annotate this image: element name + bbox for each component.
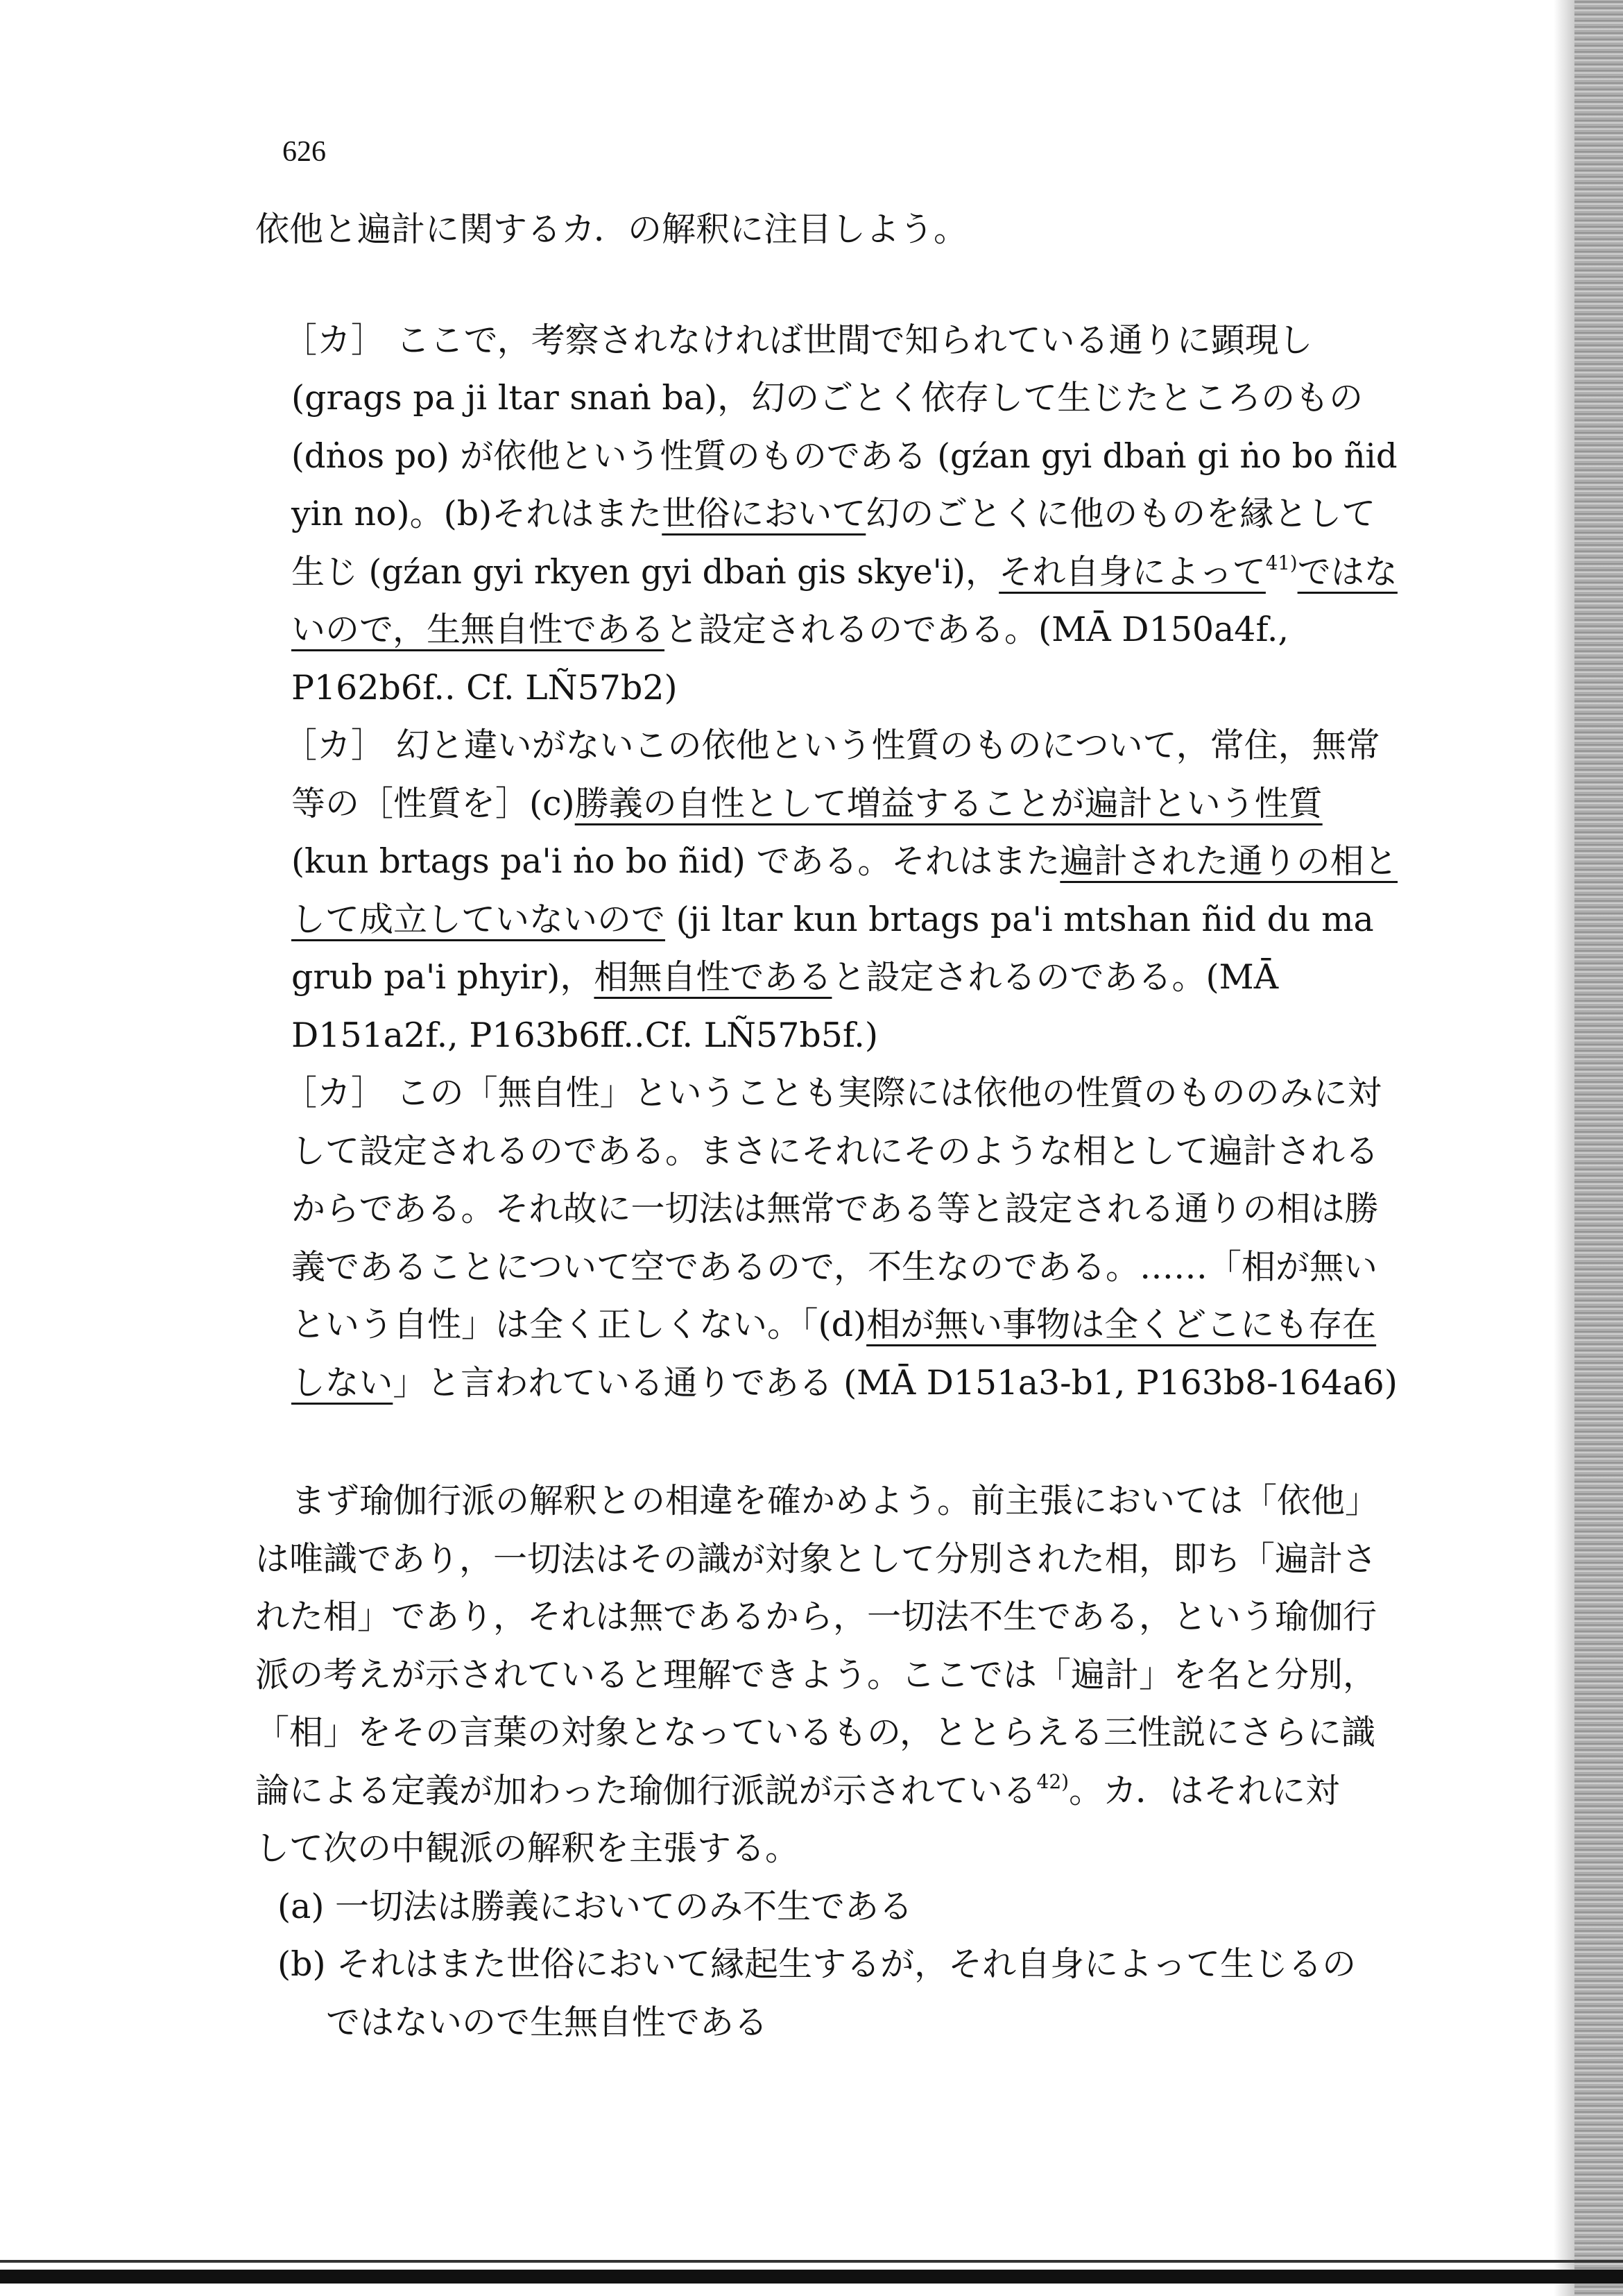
text-line-list-b2 <box>326 1996 768 2050</box>
text-segment: 」と言われている通りである (MĀ D151a3-b1, P163b8-164a6) <box>393 1363 1398 1403</box>
text-segment: 「相」をその言葉の対象となっているもの，ととらえる三性説にさらに識 <box>255 1713 1376 1752</box>
text-line-p2-5 <box>255 1706 1375 1760</box>
underlined-text: それ自身によって <box>999 552 1266 592</box>
footnote-ref: 42) <box>1036 1770 1070 1793</box>
text-line-q2-6 <box>291 1009 878 1063</box>
scan-bottom-line <box>0 2260 1623 2263</box>
text-line-q1-5 <box>291 545 1398 599</box>
text-segment: まず瑜伽行派の解釈との相違を確かめよう。前主張においては「依他」 <box>291 1481 1380 1520</box>
text-line-p2-7 <box>255 1822 799 1876</box>
text-line-q1-6 <box>291 603 1289 657</box>
text-segment: (b) それはまた世俗において縁起生するが，それ自身によって生じるの <box>277 1944 1357 1984</box>
text-segment: れた相」であり，それは無であるから，一切法不生である，という瑜伽行 <box>255 1597 1377 1636</box>
text-line-q2-5 <box>291 950 1278 1004</box>
text-segment: (kun brtags pa'i ṅo bo ñid) である。それはまた <box>291 841 1060 881</box>
text-segment: 派の考えが示されていると理解できよう。ここでは「遍計」を名と分別， <box>255 1655 1377 1695</box>
underlined-text: 世俗において <box>662 494 866 533</box>
text-line-q3-4 <box>291 1240 1377 1294</box>
text-line-q3-1 <box>283 1066 1382 1120</box>
underlined-text: して成立していないので <box>291 900 666 939</box>
text-segment: grub pa'i phyir)， <box>291 957 594 997</box>
text-segment: という自性」は全く正しくない。「(d) <box>291 1305 867 1344</box>
text-segment: (ji ltar kun brtags pa'i mtshan ñid du ma <box>665 900 1374 939</box>
text-segment: yin no)。(b)それはまた <box>291 494 662 533</box>
underlined-text: 相無自性である <box>594 957 832 997</box>
text-line-q1-7 <box>291 661 678 715</box>
text-line-p2-2 <box>255 1532 1377 1586</box>
text-line-q1-4 <box>291 487 1375 541</box>
text-segment: (grags pa ji ltar snaṅ ba)，幻のごとく依存して生じたところのもの <box>291 378 1364 418</box>
text-line-list-b1 <box>277 1937 1356 1991</box>
text-line-intro <box>255 203 968 257</box>
text-line-q3-6 <box>291 1356 1398 1410</box>
text-line-p2-1 <box>291 1474 1379 1528</box>
text-line-p2-4 <box>255 1648 1377 1702</box>
text-line-p2-6 <box>255 1764 1339 1818</box>
text-segment: と設定されるのである。(MĀ D150a4f., <box>664 610 1289 649</box>
underlined-text: 遍計された通りの相と <box>1060 841 1398 881</box>
text-segment: (dṅos po) が依他という性質のものである (gźan gyi dbaṅ gi ṅo bo ñid <box>291 436 1398 476</box>
text-line-q2-2 <box>291 777 1323 831</box>
text-segment: P162b6f.. Cf. LÑ57b2) <box>291 668 678 708</box>
text-segment: (a) 一切法は勝義においてのみ不生である <box>277 1887 913 1926</box>
text-segment: ではないので生無自性である <box>326 2003 768 2042</box>
text-segment: 等の［性質を］(c) <box>291 784 575 823</box>
text-segment: 依他と遍計に関するカ．の解釈に注目しよう。 <box>255 209 968 249</box>
text-segment: して設定されるのである。まさにそれにそのような相として遍計される <box>291 1131 1380 1171</box>
text-line-q1-2 <box>291 371 1363 425</box>
text-segment: は唯識であり，一切法はその識が対象として分別された相，即ち「遍計さ <box>255 1539 1377 1579</box>
text-line-q2-4 <box>291 893 1374 947</box>
text-segment: 義であることについて空であるので，不生なのである。……「相が無い <box>291 1247 1378 1287</box>
text-line-p2-3 <box>255 1590 1377 1644</box>
text-segment: ［カ］ 幻と違いがないこの依他という性質のものについて，常住，無常 <box>283 726 1380 765</box>
scan-shadow <box>1554 0 1574 2296</box>
text-line-q3-3 <box>291 1182 1379 1236</box>
text-segment: 。カ．はそれに対 <box>1069 1771 1340 1810</box>
underlined-text: 相が無い事物は全くどこにも存在 <box>866 1305 1377 1344</box>
underlined-text: ではな <box>1297 552 1398 592</box>
text-line-q2-1 <box>283 719 1380 773</box>
text-segment: D151a2f., P163b6ff..Cf. LÑ57b5f.) <box>291 1016 878 1055</box>
text-segment: 幻のごとくに他のものを縁として <box>866 494 1376 533</box>
text-segment: と設定されるのである。(MĀ <box>832 957 1279 997</box>
text-line-q1-3 <box>291 429 1398 483</box>
text-line-q3-2 <box>291 1124 1379 1179</box>
footnote-ref: 41) <box>1265 551 1298 574</box>
scan-bottom-border <box>0 2270 1623 2284</box>
text-segment: ［カ］ ここで，考察されなければ世間で知られている通りに顕現し <box>283 320 1313 360</box>
underlined-text: しない <box>291 1363 393 1403</box>
text-line-q2-3 <box>291 834 1398 889</box>
text-segment: ［カ］ この「無自性」ということも実際には依他の性質のもののみに対 <box>283 1073 1382 1113</box>
text-line-list-a <box>277 1880 913 1934</box>
text-segment: して次の中観派の解釈を主張する。 <box>255 1828 800 1868</box>
text-segment: 生じ (gźan gyi rkyen gyi dbaṅ gis skye'i)， <box>291 552 999 592</box>
text-segment: 論による定義が加わった瑜伽行派説が示されている <box>255 1771 1037 1810</box>
text-line-q1-1 <box>283 314 1313 368</box>
text-segment: からである。それ故に一切法は無常である等と設定される通りの相は勝 <box>291 1189 1379 1228</box>
page-number: 626 <box>282 136 326 168</box>
underlined-text: いので，生無自性である <box>291 610 665 649</box>
text-line-q3-5 <box>291 1298 1376 1352</box>
underlined-text: 勝義の自性として増益することが遍計という性質 <box>574 784 1323 823</box>
scan-edge <box>1574 0 1623 2296</box>
